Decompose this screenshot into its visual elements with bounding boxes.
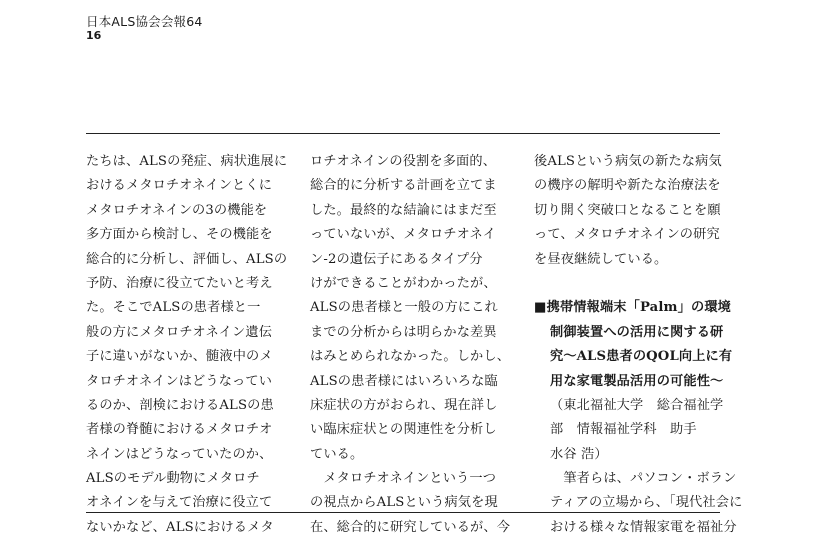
author-affiliation: 部 情報福祉学科 助手	[550, 422, 697, 438]
journal-title	[86, 14, 203, 29]
section-heading: 用な家電製品活用の可能性〜	[550, 373, 724, 389]
page-number: 16	[86, 29, 102, 42]
top-rule	[86, 133, 720, 134]
text-line: 者様の脊髄におけるメタロチオ	[86, 422, 273, 438]
text-line: おけるメタロチオネインとくに	[86, 178, 273, 194]
text-line: おける様々な情報家電を福祉分	[550, 519, 737, 535]
text-line: メタロチオネインの3の機能を	[86, 202, 268, 218]
text-line: 般の方にメタロチオネイン遺伝	[86, 324, 273, 340]
author-affiliation: （東北福祉大学 総合福祉学	[550, 397, 724, 413]
text-line: ないかなど、ALSにおけるメタ	[86, 519, 274, 535]
column-2	[310, 150, 510, 540]
text-line: 予防、治療に役立てたいと考え	[86, 275, 273, 291]
text-line: けができることがわかったが、	[310, 275, 497, 291]
text-line: た。そこでALSの患者様と一	[86, 300, 261, 316]
text-line: ALSの患者様にはいろいろな臨	[310, 373, 498, 389]
column-3	[534, 150, 742, 540]
author-name: 水谷 浩）	[550, 446, 608, 462]
text-line: ALSのモデル動物にメタロチ	[86, 471, 260, 487]
text-line: 後ALSという病気の新たな病気	[534, 154, 722, 169]
text-line: ている。	[310, 446, 364, 462]
section-heading: 制御装置への活用に関する研	[550, 324, 724, 340]
section-heading: ■携帯情報端末「Palm」の環境	[534, 300, 731, 316]
text-line: って、メタロチオネインの研究	[534, 227, 720, 243]
text-line: 多方面から検討し、その機能を	[86, 227, 273, 243]
paragraph-gap	[534, 272, 742, 296]
text-line: 切り開く突破口となることを願	[534, 202, 721, 218]
text-line: の機序の解明や新たな治療法を	[534, 178, 721, 194]
text-line: はみとめられなかった。しかし、	[310, 349, 511, 365]
text-line: 総合的に分析し、評価し、ALSの	[86, 251, 288, 267]
text-line: した。最終的な結論にはまだ至	[310, 202, 497, 218]
text-line: 総合的に分析する計画を立てま	[310, 178, 497, 194]
text-line: たちは、ALSの発症、病状進展に	[86, 154, 288, 169]
column-1	[86, 150, 287, 540]
section-heading: 究〜ALS患者のQOL向上に有	[550, 349, 733, 365]
text-line: メタロチオネインという一つ	[310, 471, 497, 487]
text-line: 床症状の方がおられ、現在詳し	[310, 397, 498, 413]
text-line: っていないが、メタロチオネイ	[310, 227, 497, 243]
issue-number: 64	[186, 14, 203, 29]
text-line: を昼夜継続している。	[534, 251, 668, 267]
text-line: 子に違いがないか、髄液中のメ	[86, 349, 273, 365]
text-line: の視点からALSという病気を現	[310, 495, 498, 511]
running-header	[86, 14, 203, 43]
text-line: 筆者らは、パソコン・ボラン	[550, 471, 737, 487]
text-line: い臨床症状との関連性を分析し	[310, 422, 497, 438]
text-line: タロチオネインはどうなってい	[86, 373, 273, 389]
text-line: までの分析からは明らかな差異	[310, 324, 497, 340]
text-line: オネインを与えて治療に役立て	[86, 495, 273, 511]
text-line: るのか、剖検におけるALSの患	[86, 397, 274, 413]
bottom-rule	[86, 512, 720, 513]
text-line: ティアの立場から、「現代社会に	[550, 495, 743, 511]
text-line: ロチオネインの役割を多面的、	[310, 154, 497, 169]
text-line: 在、総合的に研究しているが、今	[310, 519, 511, 535]
journal-name: 日本ALS協会会報	[86, 14, 187, 29]
text-line: ALSの患者様と一般の方にこれ	[310, 300, 498, 316]
text-line: ネインはどうなっていたのか、	[86, 446, 273, 462]
text-line: ン-2の遺伝子にあるタイプ分	[310, 251, 483, 267]
